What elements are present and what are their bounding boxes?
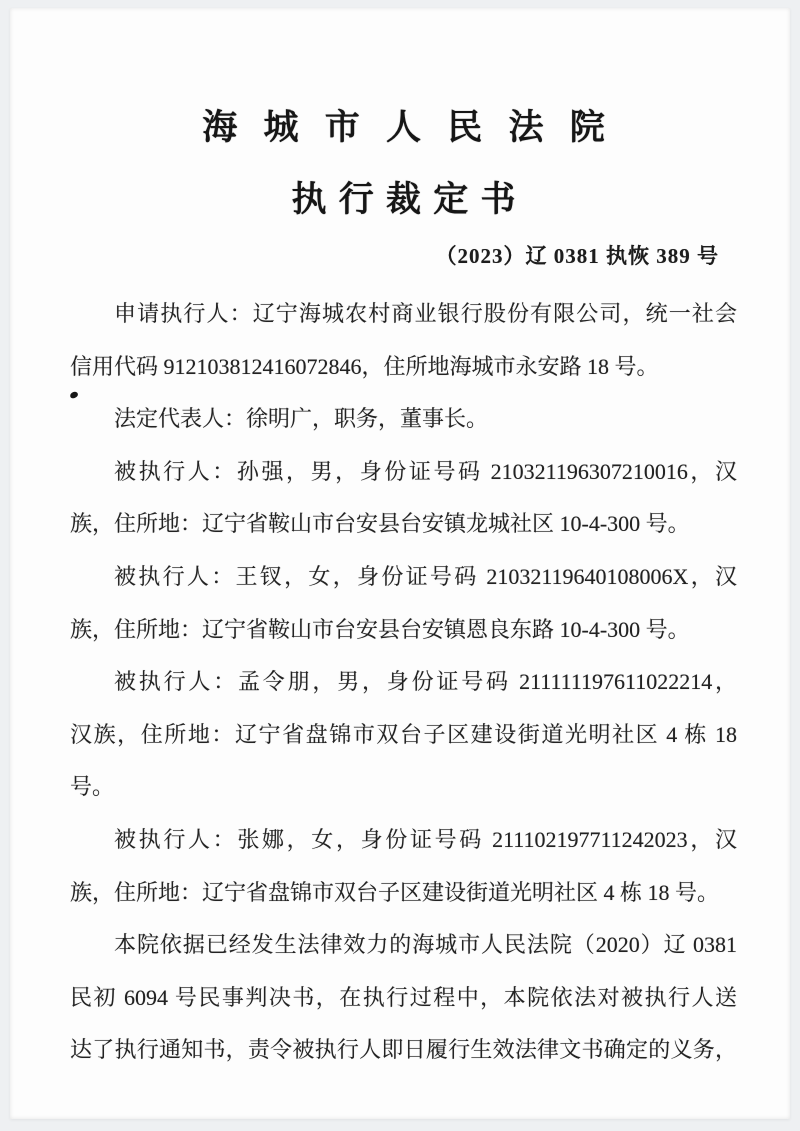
text-line: 被执行人：孟令朋，男，身份证号码 211111197611022214， bbox=[114, 669, 737, 695]
document-body bbox=[70, 288, 737, 1077]
text-line: 申请执行人：辽宁海城农村商业银行股份有限公司，统一社会 bbox=[114, 301, 737, 326]
document-content bbox=[70, 8, 737, 1119]
text-line: 号。 bbox=[70, 774, 115, 800]
text-line: 族，住所地：辽宁省鞍山市台安县台安镇龙城社区 10-4-300 号。 bbox=[70, 511, 690, 537]
text-line: 本院依据已经发生法律效力的海城市人民法院（2020）辽 0381 bbox=[114, 932, 737, 958]
text-line: 达了执行通知书，责令被执行人即日履行生效法律文书确定的义务， bbox=[70, 1037, 737, 1063]
text-line: 汉族，住所地：辽宁省盘锦市双台子区建设街道光明社区 4 栋 18 bbox=[70, 721, 737, 747]
case-number: （2023）辽 0381 执恢 389 号 bbox=[435, 244, 719, 268]
text-line: 法定代表人：徐明广，职务，董事长。 bbox=[114, 406, 489, 432]
text-line: 族，住所地：辽宁省鞍山市台安县台安镇恩良东路 10-4-300 号。 bbox=[70, 616, 690, 642]
text-line: 信用代码 912103812416072846，住所地海城市永安路 18 号。 bbox=[70, 353, 659, 379]
text-line: 被执行人：孙强，男，身份证号码 210321196307210016，汉 bbox=[114, 458, 737, 484]
paper-page bbox=[10, 8, 790, 1119]
court-name-title: 海城市人民法院 bbox=[202, 108, 631, 147]
document-type-title: 执行裁定书 bbox=[291, 180, 528, 219]
text-line: 被执行人：张娜，女，身份证号码 211102197711242023，汉 bbox=[114, 826, 737, 852]
text-line: 被执行人：王钗，女，身份证号码 21032119640108006X，汉 bbox=[114, 563, 737, 589]
text-line: 族，住所地：辽宁省盘锦市双台子区建设街道光明社区 4 栋 18 号。 bbox=[70, 879, 720, 905]
text-line: 民初 6094 号民事判决书，在执行过程中，本院依法对被执行人送 bbox=[70, 984, 737, 1010]
